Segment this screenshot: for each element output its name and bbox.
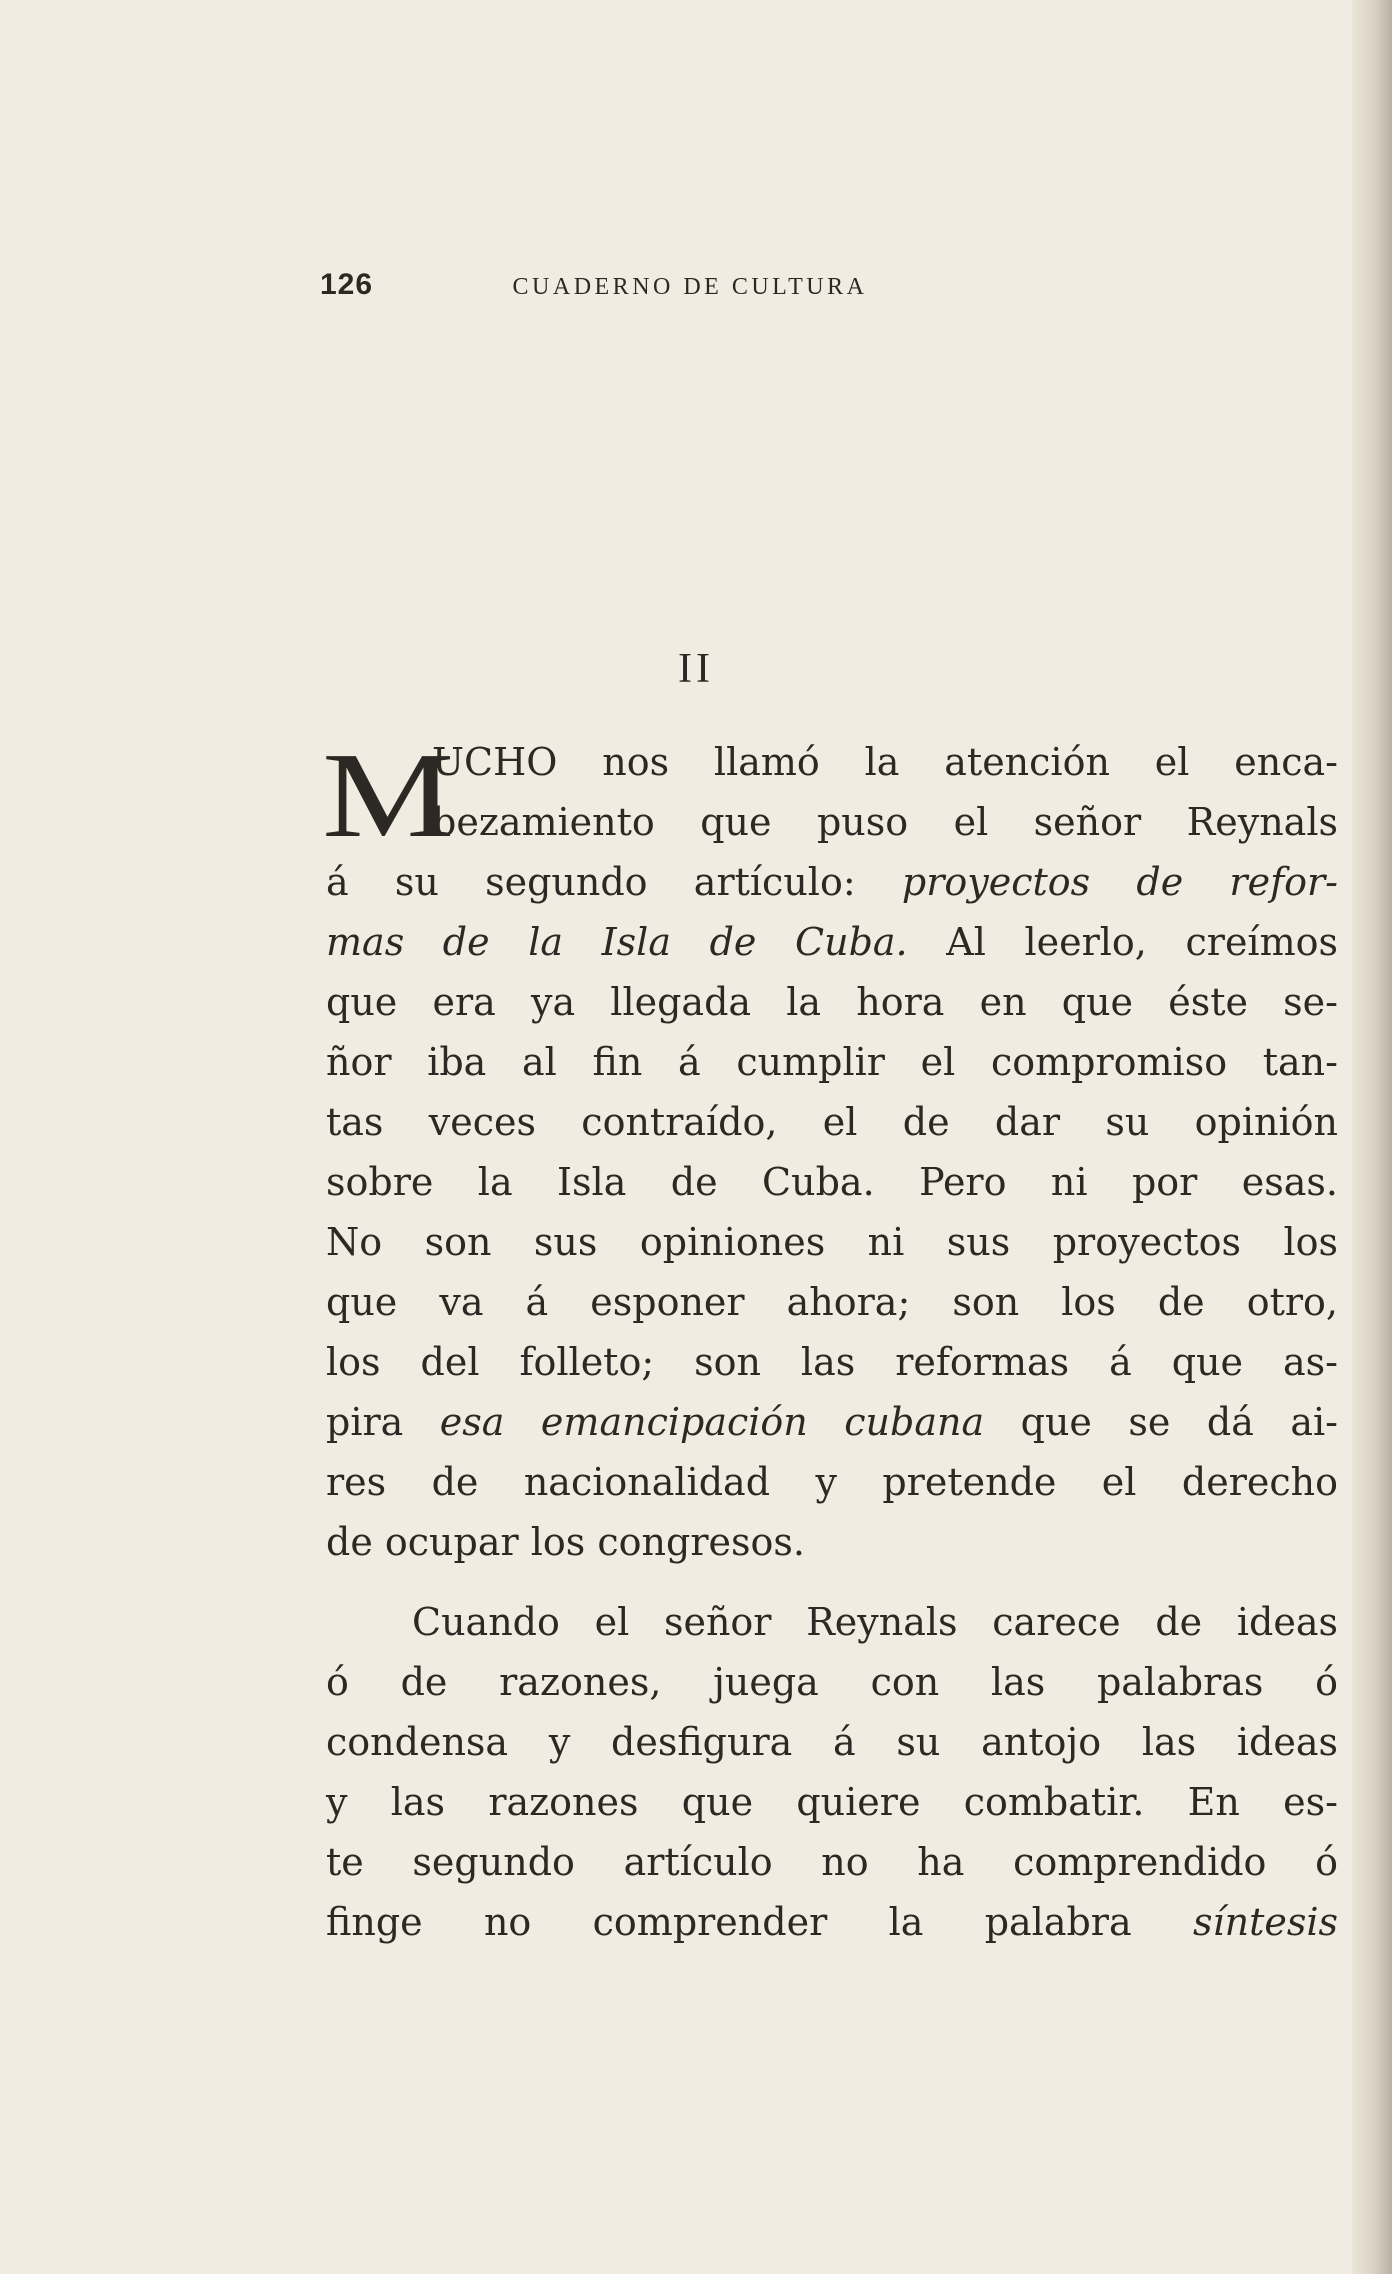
text-run: á su segundo artículo: bbox=[326, 860, 902, 904]
text-line: sobre la Isla de Cuba. Pero ni por esas. bbox=[326, 1160, 1338, 1204]
text-line: condensa y desfigura á su antojo las ideas bbox=[326, 1720, 1338, 1764]
text-line: los del folleto; son las reformas á que as- bbox=[326, 1340, 1338, 1384]
text-run: Al leerlo, creímos bbox=[907, 920, 1338, 964]
text-line: tas veces contraído, el de dar su opinión bbox=[326, 1100, 1338, 1144]
text-line: UCHO nos llamó la atención el enca- bbox=[432, 740, 1338, 784]
page-header bbox=[320, 268, 1060, 318]
italic-text: proyectos de refor- bbox=[901, 860, 1339, 904]
text-line: te segundo artículo no ha comprendido ó bbox=[326, 1840, 1338, 1884]
paragraph-1 bbox=[326, 732, 1338, 1572]
text-line bbox=[326, 912, 1338, 972]
paragraph-2 bbox=[326, 1592, 1338, 1952]
drop-cap: M bbox=[322, 728, 455, 863]
text-line: bezamiento que puso el señor Reynals bbox=[432, 800, 1338, 844]
running-head: CUADERNO DE CULTURA bbox=[512, 274, 868, 300]
text-line: y las razones que quiere combatir. En es- bbox=[326, 1780, 1338, 1824]
text-line bbox=[326, 1892, 1338, 1952]
text-line bbox=[326, 852, 1338, 912]
text-run: que se dá ai- bbox=[984, 1400, 1338, 1444]
text-line: ó de razones, juega con las palabras ó bbox=[326, 1660, 1338, 1704]
page-edge-shadow bbox=[1352, 0, 1392, 2274]
text-line: que va á esponer ahora; son los de otro, bbox=[326, 1280, 1338, 1324]
italic-text: síntesis bbox=[1192, 1900, 1338, 1944]
italic-text: esa emancipación cubana bbox=[439, 1400, 985, 1444]
page-number: 126 bbox=[320, 268, 374, 301]
chapter-heading: II bbox=[678, 646, 714, 692]
text-line: que era ya llegada la hora en que éste se- bbox=[326, 980, 1338, 1024]
text-line: res de nacionalidad y pretende el derecho bbox=[326, 1460, 1338, 1504]
text-line bbox=[326, 1392, 1338, 1452]
text-line: Cuando el señor Reynals carece de ideas bbox=[412, 1600, 1338, 1644]
text-line: ñor iba al fin á cumplir el compromiso tan- bbox=[326, 1040, 1338, 1084]
text-line: No son sus opiniones ni sus proyectos los bbox=[326, 1220, 1338, 1264]
text-line: de ocupar los congresos. bbox=[326, 1520, 805, 1564]
italic-text: mas de la Isla de Cuba. bbox=[326, 920, 908, 964]
text-run: pira bbox=[326, 1400, 440, 1444]
text-run: finge no comprender la palabra bbox=[326, 1900, 1193, 1944]
